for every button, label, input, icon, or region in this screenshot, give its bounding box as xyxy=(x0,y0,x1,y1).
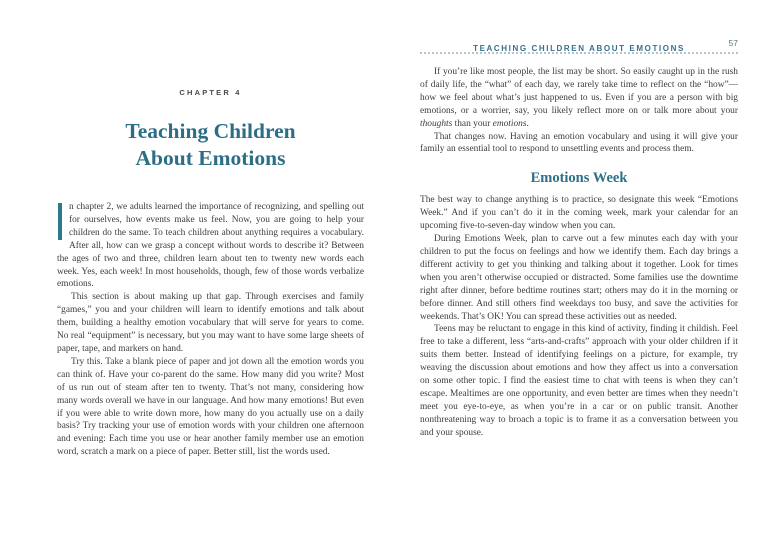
page-left xyxy=(57,0,364,544)
left-page-body xyxy=(57,201,364,459)
page-number: 57 xyxy=(728,38,738,48)
paragraph: If you’re like most people, the list may be short. So easily caught up in the rush of daily life, the “what” of each day, we rarely take time to reflect on the “how”—how we feel about what’s just happened to us. Even if you are a person with big emotions, or a worrier, say, you likely reflect more on or talk more about your thoughts than your emotions. xyxy=(420,67,738,129)
paragraph: That changes now. Having an emotion vocabulary and using it will give your family an essential tool to respond to unsettling events and process them. xyxy=(420,131,738,155)
paragraph: This section is about making up that gap. Through exercises and family “games,” you and your children will learn to identify emotions and talk about them, building a healthy emotion vocabulary that will serve for years to come. No real “equipment” is necessary, but you may want to have some large sheets of paper, tape, and markers on hand. xyxy=(57,292,364,354)
paragraph: The best way to change anything is to practice, so designate this week “Emotions Week.” And if you can’t do it in the coming week, mark your calendar for an upcoming five-to-seven-day window when you can. xyxy=(420,195,738,232)
chapter-title xyxy=(57,118,364,172)
page-right xyxy=(420,0,738,544)
paragraph: Teens may be reluctant to engage in this kind of activity, finding it childish. Feel free to take a different, less “arts-and-crafts” approach with your older children if it suits them better. Instead of identifying feelings on a picture, for example, try weaving the discussion about emotions and how they affect us into a conversation on some other topic. I find the easiest time to chat with teens is when they can’t escape. Mealtimes are one opportunity, and even better are times when they needn’t meet you eye-to-eye, as when you’re in a car or on public transit. Another nonthreatening way to broach a topic is to frame it as a conversation between you and your spouse. xyxy=(420,324,738,438)
paragraph: During Emotions Week, plan to carve out a few minutes each day with your children to put the focus on feelings and how we identify them. Each day brings a different activity to get you thinking and talking about it together. Look for times when you aren’t otherwise occupied or distracted. Some families use the downtime right after dinner, before bedtime routines start; others may do it in the morning or before dinner. And still others find weekdays too busy, and save the activities for weekends. That’s OK! You can spread these activities out as needed. xyxy=(420,234,738,322)
chapter-title-line2: About Emotions xyxy=(135,146,286,170)
right-page-paragraphs-top xyxy=(420,66,738,156)
drop-cap xyxy=(58,203,62,240)
right-page-body xyxy=(420,66,738,440)
running-head: TEACHING CHILDREN ABOUT EMOTIONS xyxy=(473,44,685,53)
chapter-label: CHAPTER 4 xyxy=(179,88,242,97)
chapter-title-line1: Teaching Children xyxy=(125,119,296,143)
right-page-paragraphs-bottom xyxy=(420,194,738,439)
paragraph: Try this. Take a blank piece of paper and jot down all the emotion words you can think of. Have your co-parent do the same. How many did you write? Most of us run out of steam after ten to twenty. That’s not many, considering how many words overall we have in our language. And how many emotions! But even if you were able to write down more, how many do you actually use on a daily basis? Try tracking your use of emotion words with your children one afternoon and evening: Each time you use or hear another family member use an emotion word, scratch a mark on a piece of paper. Better still, list the words used. xyxy=(57,356,364,458)
paragraph: n chapter 2, we adults learned the importance of recognizing, and spelling out for ourselves, how events make us feel. Now, you are going to help your children do the same. To teach children about anything requires a vocabulary. After all, how can we grasp a concept without words to describe it? Between the ages of two and three, children learn about ten to twenty new words each week. Yes, each week! In most households, though, few of those words verbalize emotions. xyxy=(57,202,364,290)
dotted-rule xyxy=(420,52,738,54)
section-heading: Emotions Week xyxy=(530,170,628,187)
